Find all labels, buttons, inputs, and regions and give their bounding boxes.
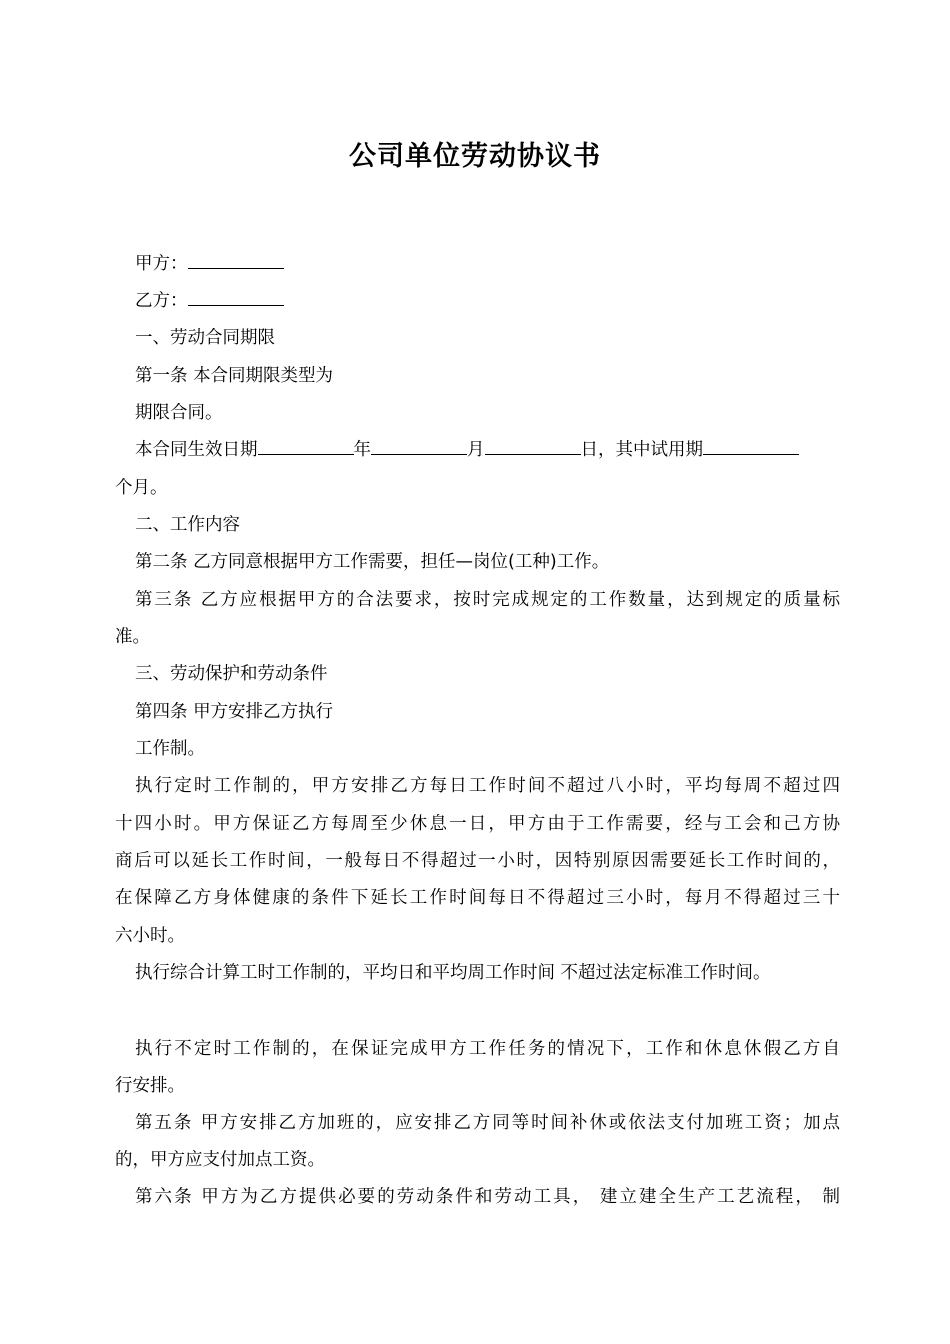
section-3-heading: 三、劳动保护和劳动条件 <box>135 664 328 684</box>
month-label: 月 <box>467 440 485 460</box>
article-1: 第一条 本合同期限类型为 <box>135 366 334 386</box>
party-a-line <box>135 252 840 276</box>
party-a-blank <box>188 252 284 269</box>
party-a-label: 甲方： <box>135 254 188 274</box>
article-3: 第三条 乙方应根据甲方的合法要求，按时完成规定的工作数量，达到规定的质量标 <box>135 590 840 610</box>
fixed-hours-p5: 六小时。 <box>115 926 185 946</box>
article-6: 第六条 甲方为乙方提供必要的劳动条件和劳动工具， 建立建全生产工艺流程， 制 <box>135 1187 840 1207</box>
effective-date-line <box>135 438 840 462</box>
article-3-cont: 准。 <box>115 627 150 647</box>
article-5-cont: 的，甲方应支付加点工资。 <box>115 1150 325 1170</box>
section-1-heading: 一、劳动合同期限 <box>135 328 275 348</box>
month-blank <box>371 438 467 455</box>
day-label: 日，其中试用期 <box>580 440 703 460</box>
document-title: 公司单位劳动协议书 <box>349 141 601 172</box>
fixed-hours-p4: 在保障乙方身体健康的条件下延长工作时间每日不得超过三小时，每月不得超过三十 <box>115 888 840 908</box>
fixed-hours-p2: 十四小时。甲方保证乙方每周至少休息一日，甲方由于工作需要，经与工会和己方协 <box>115 814 840 834</box>
party-b-line <box>135 289 840 313</box>
article-5: 第五条 甲方安排乙方加班的，应安排乙方同等时间补休或依法支付加班工资；加点 <box>135 1113 840 1133</box>
effective-date-end: 个月。 <box>115 478 168 498</box>
article-4-cont: 工作制。 <box>135 739 205 759</box>
section-2-heading: 二、工作内容 <box>135 515 240 535</box>
article-4: 第四条 甲方安排乙方执行 <box>135 702 334 722</box>
party-b-blank <box>188 289 284 306</box>
article-1-cont: 期限合同。 <box>135 403 223 423</box>
probation-blank <box>703 438 799 455</box>
comprehensive-hours: 执行综合计算工时工作制的，平均日和平均周工作时间 不超过法定标准工作时间。 <box>135 963 771 983</box>
effective-date-label: 本合同生效日期 <box>135 440 258 460</box>
year-blank <box>258 438 354 455</box>
fixed-hours-p3: 商后可以延长工作时间，一般每日不得超过一小时，因特别原因需要延长工作时间的， <box>115 851 840 871</box>
flexible-hours-p1: 执行不定时工作制的，在保证完成甲方工作任务的情况下，工作和休息休假乙方自 <box>135 1039 840 1059</box>
fixed-hours-p1: 执行定时工作制的，甲方安排乙方每日工作时间不超过八小时，平均每周不超过四 <box>135 776 840 796</box>
article-2: 第二条 乙方同意根据甲方工作需要，担任—岗位(工种)工作。 <box>135 552 610 572</box>
year-label: 年 <box>353 440 371 460</box>
party-b-label: 乙方： <box>135 291 188 311</box>
flexible-hours-p2: 行安排。 <box>115 1076 185 1096</box>
day-blank <box>485 438 581 455</box>
